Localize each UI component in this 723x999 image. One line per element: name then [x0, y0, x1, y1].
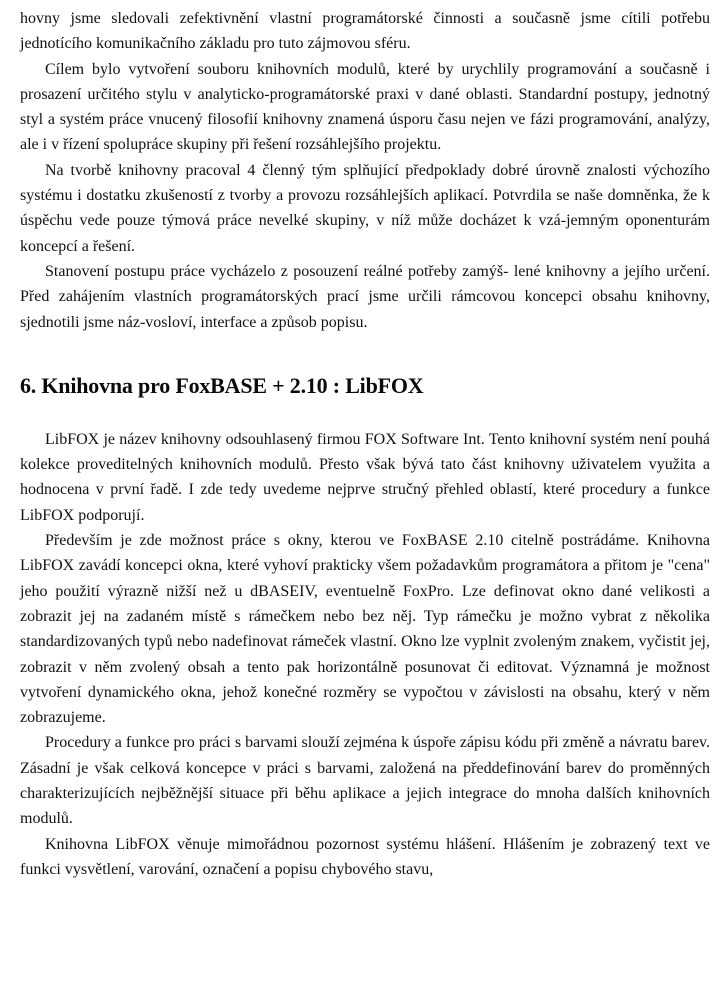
paragraph-goal: Cílem bylo vytvoření souboru knihovních modulů, které by urychlily programování a současně i prosazení určitého stylu v analyticko-programátorské praxi v dané oblasti. Standardní postupy, jednotný styl a systém práce vnucený filosofií knihovny znamená úsporu času nejen ve fázi programování, analýzy, ale i v řízení spolupráce skupiny při řešení rozsáhlejšího projektu. — [20, 60, 710, 154]
paragraph-windows: Především je zde možnost práce s okny, kterou ve FoxBASE 2.10 citelně postrádáme. Knihovna LibFOX zavádí koncepci okna, které vyhoví prakticky všem požadavkům programátora a přitom je "cena" jeho použití výrazně nižší než u dBASEIV, eventuelně FoxPro. Lze definovat okno dané velikosti a zobrazit jej na zadaném místě s rámečkem nebo bez něj. Typ rámečku je možno vybrat z několika standardizovaných typů nebo nadefinovat rámeček vlastní. Okno lze vyplnit zvoleným znakem, vyčistit jej, zobrazit v něm zvolený obsah a tento pak horizontálně posunovat či editovat. Významná je možnost vytvoření dynamického okna, jehož konečné rozměry se vypočtou v závislosti na obsahu, který v něm zobrazujeme. — [20, 532, 710, 727]
section-heading: 6. Knihovna pro FoxBASE + 2.10 : LibFOX — [20, 372, 424, 398]
paragraph-messages: Knihovna LibFOX věnuje mimořádnou pozornost systému hlášení. Hlášením je zobrazený text ve funkci vysvětlení, varování, označení a popisu chybového stavu, — [20, 835, 710, 878]
document-page — [20, 6, 710, 882]
paragraph-procedure: Stanovení postupu práce vycházelo z posouzení reálné potřeby zamýš- lené knihovny a jejího určení. Před zahájením vlastních programátorských prací jsme určili rámcovou koncepci obsahu knihovny, sjednotili jsme náz-vosloví, interface a způsob popisu. — [20, 262, 710, 331]
section-spacer — [20, 335, 710, 371]
paragraph-team: Na tvorbě knihovny pracoval 4 členný tým splňující předpoklady dobré úrovně znalosti výchozího systému i dostatku zkušeností z tvorby a provozu rozsáhlejších aplikací. Potvrdila se naše domněnka, že k úspěchu vede pouze týmová práce nevelké skupiny, v níž může docházet k vzá-jemným oponenturám koncepcí a řešení. — [20, 161, 710, 255]
paragraph-intro-continuation: hovny jsme sledovali zefektivnění vlastní programátorské činnosti a současně jsme cítili potřebu jednotícího komunikačního základu pro tuto zájmovou sféru. — [20, 10, 710, 53]
paragraph-colors: Procedury a funkce pro práci s barvami slouží zejména k úspoře zápisu kódu při změně a návratu barev. Zásadní je však celková koncepce v práci s barvami, založená na předdefinování barev do proměnných charakterizujících nejběžnější situace při běhu aplikace a jejich integrace do mnoha dalších knihovních modulů. — [20, 734, 710, 828]
paragraph-libfox-intro: LibFOX je název knihovny odsouhlasený firmou FOX Software Int. Tento knihovní systém není pouhá kolekce proveditelných knihovních modulů. Přesto však bývá tato část knihovny uživatelem využita a hodnocena v první řadě. I zde tedy uvedeme nejprve stručný přehled oblastí, které procedury a funkce LibFOX podporují. — [20, 430, 710, 524]
section-spacer — [20, 401, 710, 427]
